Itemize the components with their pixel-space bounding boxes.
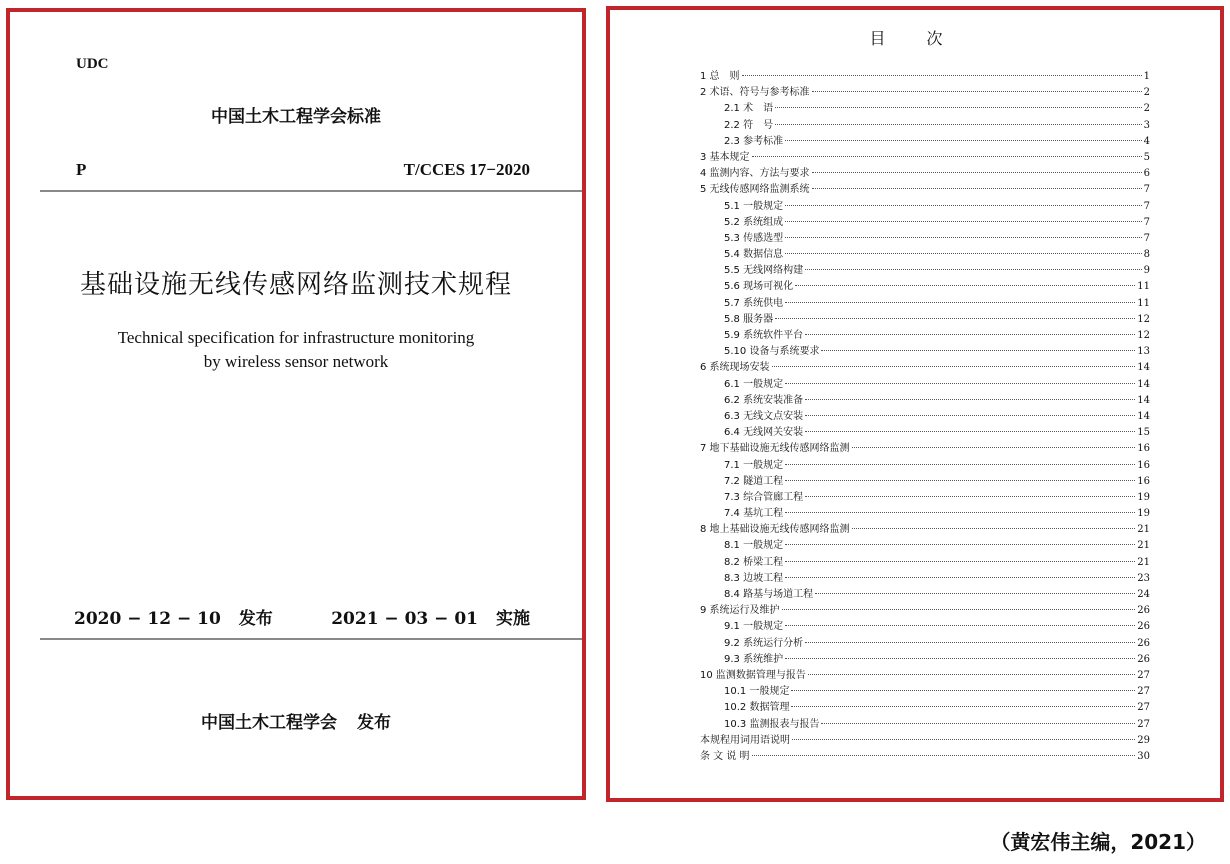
standard-code: T/CCES 17−2020 — [403, 160, 530, 179]
toc-entry-page: 26 — [1137, 637, 1150, 649]
toc-entry — [700, 85, 1150, 101]
toc-entry-page: 11 — [1137, 281, 1150, 293]
toc-entry — [700, 458, 1150, 474]
toc-entry-page: 16 — [1137, 475, 1150, 487]
toc-entry-text: 8 地上基础设施无线传感网络监测 — [700, 524, 850, 536]
toc-entry-page: 3 — [1143, 119, 1150, 131]
toc-leader-dots — [782, 609, 1136, 610]
toc-leader-dots — [785, 512, 1135, 513]
table-of-contents-page — [606, 6, 1224, 802]
toc-entry — [700, 296, 1150, 312]
toc-entry-page: 8 — [1143, 249, 1150, 261]
cover-title-en-line2: by wireless sensor network — [203, 352, 389, 371]
toc-entry-page: 7 — [1143, 232, 1150, 244]
toc-entry-page: 27 — [1137, 718, 1150, 730]
toc-entry-page: 7 — [1143, 216, 1150, 228]
toc-leader-dots — [852, 528, 1136, 529]
toc-entry — [700, 571, 1150, 587]
toc-entry-text: 5.6 现场可视化 — [724, 281, 794, 293]
toc-leader-dots — [805, 415, 1135, 416]
toc-entry-page: 5 — [1143, 151, 1150, 163]
toc-entry-text: 条 文 说 明 — [700, 750, 750, 762]
cover-divider-bottom — [40, 638, 582, 640]
toc-title: 目 次 — [869, 29, 961, 48]
toc-leader-dots — [752, 755, 1136, 756]
toc-entry-text: 9.1 一般规定 — [724, 621, 784, 633]
toc-entry — [700, 69, 1150, 85]
toc-leader-dots — [805, 399, 1135, 400]
toc-entry-page: 24 — [1137, 589, 1150, 600]
toc-entry — [700, 522, 1150, 538]
toc-entry-page: 21 — [1137, 556, 1150, 568]
toc-entry — [700, 150, 1150, 166]
toc-entry-page: 14 — [1137, 410, 1150, 422]
toc-entry-text: 5.5 无线网络构建 — [724, 265, 804, 277]
toc-entry — [700, 474, 1150, 490]
toc-entry-text: 7.3 综合管廊工程 — [724, 491, 804, 503]
toc-entry-page: 21 — [1137, 540, 1150, 552]
toc-entry-text: 9 系统运行及维护 — [700, 605, 780, 617]
toc-entry — [700, 538, 1150, 554]
toc-entry — [700, 328, 1150, 344]
standard-organization: 中国土木工程学会标准 — [211, 107, 381, 127]
toc-entry — [700, 490, 1150, 506]
toc-entry-text: 7.2 隧道工程 — [724, 475, 784, 487]
toc-leader-dots — [795, 285, 1135, 286]
toc-leader-dots — [852, 447, 1136, 448]
toc-leader-dots — [742, 75, 1142, 76]
toc-leader-dots — [785, 302, 1135, 303]
toc-leader-dots — [808, 674, 1135, 675]
toc-entry-page: 12 — [1137, 313, 1150, 325]
toc-entry — [700, 118, 1150, 134]
toc-entry — [700, 684, 1150, 700]
toc-entry-page: 16 — [1137, 443, 1150, 455]
cover-title-en — [10, 326, 582, 374]
toc-entry — [700, 393, 1150, 409]
toc-entry-text: 8.2 桥梁工程 — [724, 556, 784, 568]
toc-entry-text: 10.3 监测报表与报告 — [724, 718, 820, 730]
toc-entry-page: 16 — [1137, 459, 1150, 471]
toc-leader-dots — [785, 253, 1142, 254]
toc-entry — [700, 199, 1150, 215]
toc-entry-page: 14 — [1137, 394, 1150, 406]
toc-leader-dots — [805, 642, 1135, 643]
toc-entry — [700, 263, 1150, 279]
toc-entry — [700, 441, 1150, 457]
toc-entry-page: 6 — [1143, 168, 1150, 180]
toc-entry — [700, 652, 1150, 668]
toc-entry-text: 10 监测数据管理与报告 — [700, 669, 806, 681]
toc-entry — [700, 377, 1150, 393]
toc-entry-page: 4 — [1143, 135, 1150, 147]
toc-leader-dots — [785, 140, 1142, 141]
toc-entry — [700, 555, 1150, 571]
toc-entry — [700, 425, 1150, 441]
toc-entry-page: 12 — [1137, 330, 1150, 341]
toc-entry-text: 6.1 一般规定 — [724, 378, 784, 390]
toc-entry-page: 19 — [1137, 491, 1150, 503]
toc-entry — [700, 360, 1150, 376]
toc-entry-text: 1 总 则 — [700, 71, 740, 82]
toc-leader-dots — [785, 237, 1142, 238]
toc-entry-page: 29 — [1137, 734, 1150, 746]
toc-entry-page: 27 — [1137, 686, 1150, 698]
toc-entry — [700, 749, 1150, 765]
toc-leader-dots — [821, 723, 1135, 724]
toc-entry-page: 27 — [1137, 702, 1150, 714]
toc-entry-text: 5.10 设备与系统要求 — [724, 346, 820, 358]
toc-entry-text: 6.4 无线网关安装 — [724, 427, 804, 439]
toc-entry — [700, 717, 1150, 733]
toc-entry-text: 9.2 系统运行分析 — [724, 637, 804, 649]
toc-entry-page: 13 — [1137, 346, 1150, 358]
toc-leader-dots — [752, 156, 1142, 157]
toc-entry — [700, 182, 1150, 198]
toc-entry-text: 5.8 服务器 — [724, 313, 774, 325]
toc-leader-dots — [785, 205, 1142, 206]
toc-entry — [700, 506, 1150, 522]
toc-leader-dots — [785, 577, 1135, 578]
toc-leader-dots — [785, 221, 1142, 222]
cover-title-en-line1: Technical specification for infrastructure monitoring — [117, 328, 475, 347]
toc-entry — [700, 312, 1150, 328]
toc-entry-page: 7 — [1143, 200, 1150, 212]
toc-leader-dots — [775, 124, 1142, 125]
effective-date: 2021 − 03 − 01 — [331, 609, 478, 629]
toc-entry — [700, 700, 1150, 716]
toc-entry-text: 6.3 无线文点安装 — [724, 410, 804, 422]
effective-label: 实施 — [496, 609, 530, 629]
toc-entry-page: 2 — [1143, 87, 1150, 99]
toc-entry — [700, 344, 1150, 360]
toc-entry-text: 5.4 数据信息 — [724, 249, 784, 261]
udc-label: UDC — [76, 56, 109, 72]
effective-date-block — [331, 604, 530, 629]
toc-leader-dots — [805, 496, 1135, 497]
toc-leader-dots — [785, 544, 1135, 545]
toc-leader-dots — [791, 690, 1135, 691]
toc-entry-text: 9.3 系统维护 — [724, 653, 784, 665]
toc-entry-text: 7 地下基础设施无线传感网络监测 — [700, 443, 850, 455]
toc-leader-dots — [815, 593, 1135, 594]
toc-leader-dots — [785, 464, 1135, 465]
toc-leader-dots — [821, 350, 1135, 351]
toc-entry — [700, 247, 1150, 263]
toc-entry-text: 6.2 系统安装准备 — [724, 394, 804, 406]
toc-entry-text: 5.9 系统软件平台 — [724, 330, 804, 341]
toc-leader-dots — [785, 480, 1135, 481]
cover-page — [6, 8, 586, 800]
toc-entry — [700, 603, 1150, 619]
toc-entry-text: 5.7 系统供电 — [724, 297, 784, 309]
toc-entry-page: 14 — [1137, 362, 1150, 374]
toc-entry-text: 7.4 基坑工程 — [724, 508, 784, 520]
toc-entry-page: 9 — [1143, 265, 1150, 277]
toc-entry — [700, 231, 1150, 247]
toc-leader-dots — [785, 625, 1135, 626]
toc-entry — [700, 134, 1150, 150]
toc-entry-page: 30 — [1137, 750, 1150, 762]
toc-entry-text: 本规程用词用语说明 — [700, 734, 790, 746]
toc-leader-dots — [805, 334, 1135, 335]
cover-divider-top — [40, 190, 582, 192]
toc-entry-text: 3 基本规定 — [700, 151, 750, 163]
toc-leader-dots — [812, 188, 1142, 189]
toc-entry-text: 4 监测内容、方法与要求 — [700, 168, 810, 180]
toc-entry-page: 1 — [1143, 71, 1150, 82]
toc-entry-page: 19 — [1137, 508, 1150, 520]
toc-entry-text: 5.1 一般规定 — [724, 200, 784, 212]
toc-entry-text: 8.4 路基与场道工程 — [724, 589, 814, 600]
toc-leader-dots — [805, 431, 1135, 432]
toc-entry-page: 11 — [1137, 297, 1150, 309]
toc-leader-dots — [775, 107, 1142, 108]
toc-leader-dots — [791, 706, 1135, 707]
toc-entry-page: 23 — [1137, 572, 1150, 584]
toc-entry-page: 26 — [1137, 621, 1150, 633]
toc-leader-dots — [805, 269, 1142, 270]
toc-entry-text: 5 无线传感网络监测系统 — [700, 184, 810, 196]
toc-entry — [700, 733, 1150, 749]
toc-leader-dots — [785, 383, 1135, 384]
toc-entry-page: 14 — [1137, 378, 1150, 390]
toc-leader-dots — [785, 561, 1135, 562]
toc-entry-text: 10.1 一般规定 — [724, 686, 790, 698]
toc-entry — [700, 215, 1150, 231]
toc-leader-dots — [812, 91, 1142, 92]
toc-list — [700, 69, 1150, 765]
toc-entry-page: 2 — [1143, 103, 1150, 115]
toc-entry — [700, 166, 1150, 182]
toc-entry-page: 26 — [1137, 605, 1150, 617]
toc-entry — [700, 409, 1150, 425]
toc-leader-dots — [812, 172, 1142, 173]
toc-leader-dots — [792, 739, 1135, 740]
issue-date-block — [74, 604, 273, 629]
toc-entry-text: 8.1 一般规定 — [724, 540, 784, 552]
toc-entry-page: 15 — [1137, 427, 1150, 439]
toc-entry-text: 2.2 符 号 — [724, 119, 774, 131]
issue-date: 2020 − 12 − 10 — [74, 609, 221, 629]
toc-entry-text: 7.1 一般规定 — [724, 459, 784, 471]
toc-entry — [700, 279, 1150, 295]
toc-entry — [700, 668, 1150, 684]
toc-entry — [700, 101, 1150, 117]
cover-title-zh: 基础设施无线传感网络监测技术规程 — [79, 270, 512, 300]
toc-entry-page: 27 — [1137, 669, 1150, 681]
toc-entry-text: 6 系统现场安装 — [700, 362, 770, 374]
toc-entry-page: 21 — [1137, 524, 1150, 536]
toc-entry-text: 2 术语、符号与参考标准 — [700, 87, 810, 99]
toc-leader-dots — [775, 318, 1135, 319]
publisher: 中国土木工程学会 发布 — [201, 713, 391, 733]
toc-entry — [700, 587, 1150, 603]
toc-entry-text: 5.2 系统组成 — [724, 216, 784, 228]
toc-entry-page: 26 — [1137, 653, 1150, 665]
toc-entry-text: 8.3 边坡工程 — [724, 572, 784, 584]
category-code: P — [76, 160, 87, 179]
toc-leader-dots — [772, 366, 1136, 367]
toc-entry-text: 10.2 数据管理 — [724, 702, 790, 714]
toc-entry — [700, 619, 1150, 635]
toc-entry-text: 2.1 术 语 — [724, 103, 774, 115]
issue-label: 发布 — [238, 609, 273, 629]
source-caption: （黄宏伟主编，2021） — [990, 830, 1206, 854]
toc-entry-page: 7 — [1143, 184, 1150, 196]
toc-entry-text: 2.3 参考标准 — [724, 135, 784, 147]
toc-leader-dots — [785, 658, 1135, 659]
toc-entry — [700, 636, 1150, 652]
toc-entry-text: 5.3 传感选型 — [724, 232, 784, 244]
